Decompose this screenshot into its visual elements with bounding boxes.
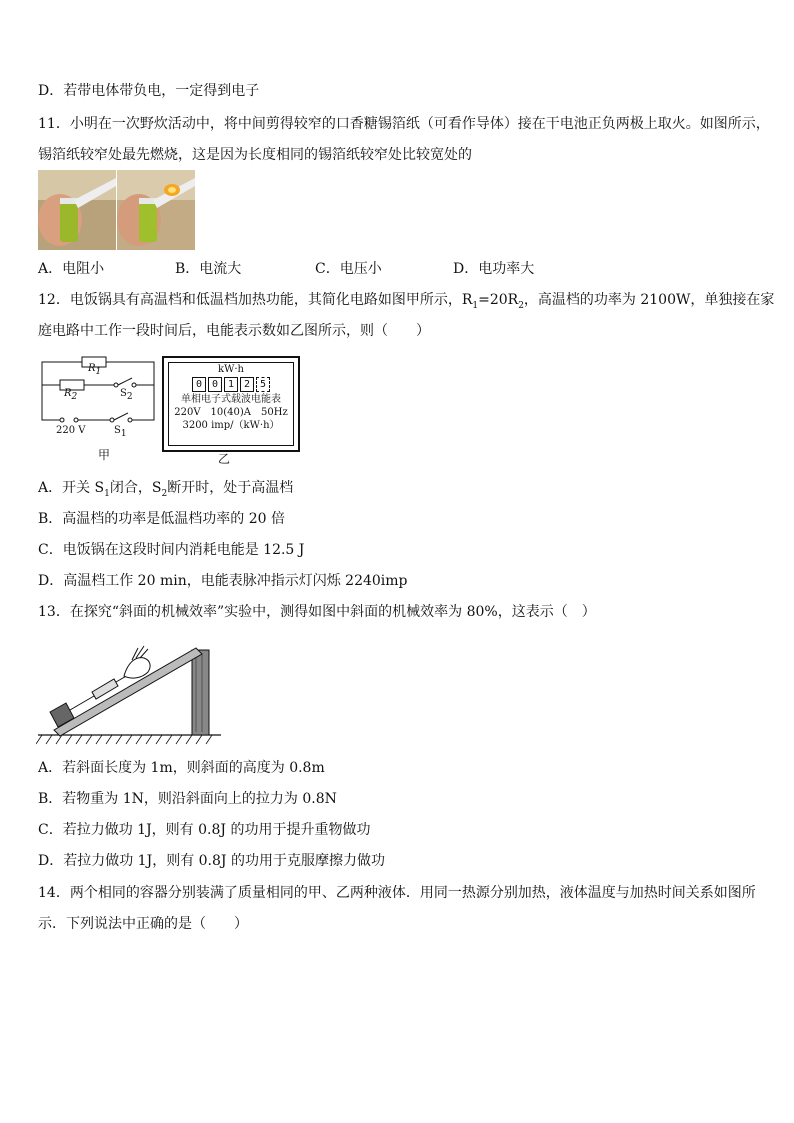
q11-options xyxy=(38,258,758,278)
meter-digit: 1 xyxy=(224,377,238,392)
meter-unit: kW·h xyxy=(218,364,244,375)
q13-option-c: C．若拉力做功 1J，则有 0.8J 的功用于提升重物做功 xyxy=(38,822,371,838)
r1-label: $R_1$ xyxy=(88,363,102,377)
r2-label: $R_2$ xyxy=(64,388,78,402)
meter-line2: 220V 10(40)A 50Hz xyxy=(174,407,288,418)
q11-option-b: B．电流大 xyxy=(175,261,242,277)
meter-digit: 2 xyxy=(240,377,254,392)
q12-option-c: C．电饭锅在这段时间内消耗电能是 12.5 J xyxy=(38,542,305,558)
figure-yi-caption: 乙 xyxy=(218,452,231,466)
figure-jia-caption: 甲 xyxy=(98,448,111,462)
meter-digit: 0 xyxy=(192,377,206,392)
q13-option-a: A．若斜面长度为 1m，则斜面的高度为 0.8m xyxy=(38,760,325,776)
q11-stem-line1: 11．小明在一次野炊活动中，将中间剪得较窄的口香糖锡箔纸（可看作导体）接在干电池正负两极上取火。如图所示， xyxy=(38,116,770,132)
q12-option-b: B．高温档的功率是低温档功率的 20 倍 xyxy=(38,511,286,527)
meter-digits xyxy=(169,377,293,392)
incline-experiment-figure xyxy=(36,640,226,748)
q10-option-d: D．若带电体带负电，一定得到电子 xyxy=(38,83,260,99)
tinfoil-battery-photo xyxy=(38,170,195,250)
q12-option-a: A．开关 $S_1$闭合，$S_2$断开时，处于高温档 xyxy=(38,480,294,499)
q11-stem-line2: 锡箔纸较窄处最先燃烧，这是因为长度相同的锡箔纸较窄处比较宽处的 xyxy=(38,147,472,163)
electric-meter-yi xyxy=(162,356,300,452)
q14-stem-line2: 示．下列说法中正确的是（ ） xyxy=(38,916,248,932)
q12-stem-line2: 庭电路中工作一段时间后，电能表示数如乙图所示，则（ ） xyxy=(38,323,430,339)
q13-stem: 13．在探究“斜面的机械效率”实验中，测得如图中斜面的机械效率为 80%，这表示（ ） xyxy=(38,604,596,620)
q11-option-a: A．电阻小 xyxy=(38,261,105,277)
q11-option-d: D．电功率大 xyxy=(453,261,535,277)
q13-option-d: D．若拉力做功 1J，则有 0.8J 的功用于克服摩擦力做功 xyxy=(38,853,385,869)
meter-line3: 3200 imp/（kW·h） xyxy=(182,420,280,431)
s2-label: $S_2$ xyxy=(120,388,133,402)
voltage-label: 220 V xyxy=(56,425,86,436)
q14-stem-line1: 14．两个相同的容器分别装满了质量相同的甲、乙两种液体．用同一热源分别加热，液体温度与加热时间关系如图所 xyxy=(38,885,756,901)
meter-digit: 0 xyxy=(208,377,222,392)
q13-option-b: B．若物重为 1N，则沿斜面向上的拉力为 0.8N xyxy=(38,791,337,807)
q11-option-c: C．电压小 xyxy=(315,261,382,277)
q12-option-d: D．高温档工作 20 min，电能表脉冲指示灯闪烁 2240imp xyxy=(38,573,408,589)
q12-stem-line1: 12．电饭锅具有高温档和低温档加热功能，其简化电路如图甲所示，$R_1=20R_2$，高温档的功率为 2100W，单独接在家 xyxy=(38,292,775,311)
meter-digit-decimal: 5 xyxy=(256,377,270,392)
s1-label: $S_1$ xyxy=(114,425,127,439)
meter-line1: 单相电子式载波电能表 xyxy=(181,394,281,405)
